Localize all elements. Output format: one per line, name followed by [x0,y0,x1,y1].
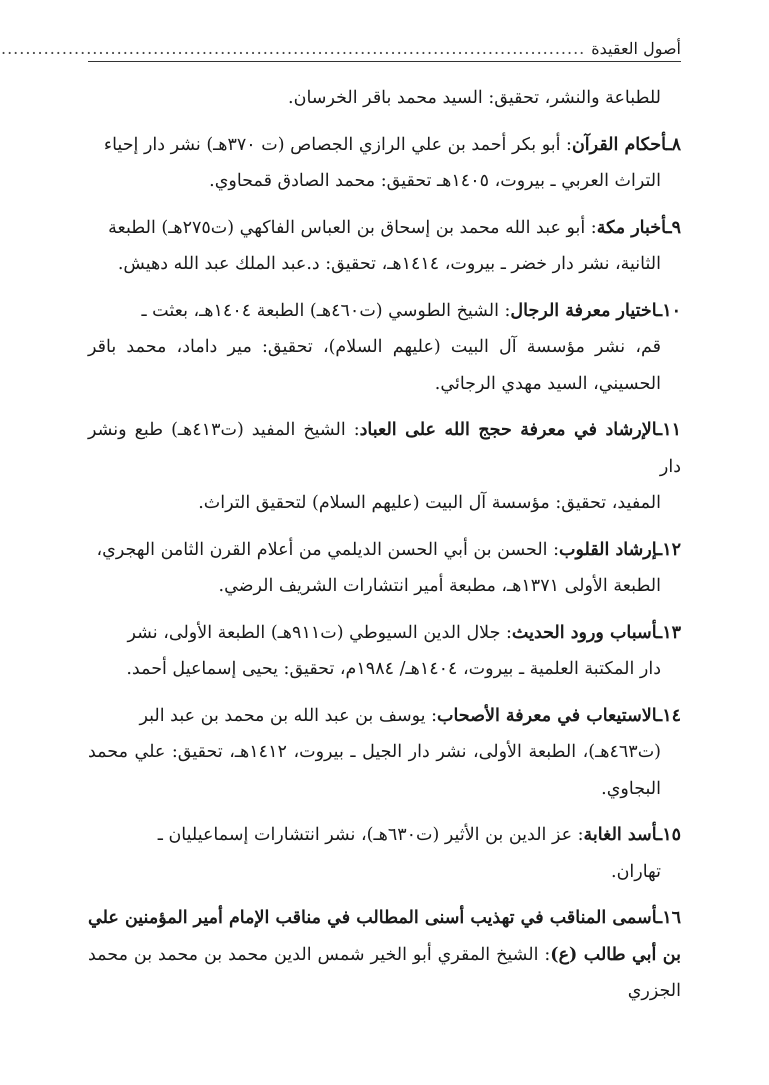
entry-details: : الشيخ الطوسي (ت٤٦٠هـ) الطبعة ١٤٠٤هـ، بعثت ـ [141,300,511,321]
entry-details: : جلال الدين السيوطي (ت٩١١هـ) الطبعة الأولى، نشر [127,622,512,643]
entry-details-continued: قم، نشر مؤسسة آل البيت (عليهم السلام)، تحقيق: مير داماد، محمد باقر الحسيني، السيد مهدي الرجائي. [88,337,661,394]
entry-number: ١٠ـ [657,300,681,321]
entry-details: : يوسف بن عبد الله بن محمد بن عبد البر [139,705,437,726]
bibliography-list [88,80,681,1020]
entry-details: : الحسن بن أبي الحسن الديلمي من أعلام القرن الثامن الهجري، [96,539,560,560]
bibliography-entry-8 [88,127,681,200]
entry-details-continued: تهاران. [611,861,661,882]
entry-number: ١٤ـ [657,705,681,726]
header-leader-dots: ................................................................................................ [1,39,586,58]
running-title: أصول العقيدة [591,39,681,58]
entry-number: ١٦ـ [657,908,681,928]
entry-number: ١١ـ [657,420,681,440]
entry-details-continued: الطبعة الأولى ١٣٧١هـ، مطبعة أمير انتشارات الشريف الرضي. [218,576,661,596]
continued-entry-text: للطباعة والنشر، تحقيق: السيد محمد باقر الخرسان. [288,88,661,108]
entry-title: إرشاد القلوب [559,539,658,560]
entry-details: : الشيخ المفيد (ت٤١٣هـ) طبع ونشر دار [88,420,681,477]
entry-title: الاستيعاب في معرفة الأصحاب [437,705,658,726]
entry-number: ٩ـ [666,217,681,238]
bibliography-entry-10 [88,293,681,403]
bibliography-entry-11 [88,412,681,522]
entry-number: ١٥ـ [657,825,681,845]
entry-number: ٨ـ [666,134,681,155]
bibliography-entry-16 [88,900,681,1010]
bibliography-entry-14 [88,698,681,808]
entry-title: اختيار معرفة الرجال [510,300,658,321]
entry-details-continued: (ت٤٦٣هـ)، الطبعة الأولى، نشر دار الجيل ـ بيروت، ١٤١٢هـ، تحقيق: علي محمد البجاوي. [88,742,662,799]
entry-title: أخبار مكة [596,217,667,238]
entry-title: الإرشاد في معرفة حجج الله على العباد [359,420,658,440]
entry-details: : عز الدين بن الأثير (ت٦٣٠هـ)، نشر انتشارات إسماعيليان ـ [157,825,584,845]
running-header [1,34,681,62]
entry-details-continued: التراث العربي ـ بيروت، ١٤٠٥هـ تحقيق: محمد الصادق قمحاوي. [209,171,661,191]
bibliography-entry-15 [88,817,681,890]
entry-number: ١٣ـ [657,622,681,643]
entry-title: أسمى المناقب في تهذيب أسنى المطالب في مناقب الإمام أمير المؤمنين علي بن أبي طالب (ع) [88,908,681,965]
entry-details-continued: الثانية، نشر دار خضر ـ بيروت، ١٤١٤هـ، تحقيق: د.عبد الملك عبد الله دهيش. [117,254,661,274]
entry-title: أسد الغابة [583,825,658,845]
entry-details: : الشيخ المقري أبو الخير شمس الدين محمد بن محمد بن محمد الجزري [88,944,681,1001]
entry-title: أسباب ورود الحديث [511,622,658,643]
entry-number: ١٢ـ [657,539,681,560]
bibliography-entry-13 [88,615,681,688]
entry-details: : أبو بكر أحمد بن علي الرازي الجصاص (ت ٣٧٠هـ) نشر دار إحياء [103,134,572,155]
bibliography-entry-12 [88,532,681,605]
entry-title: أحكام القرآن [571,134,667,155]
entry-details: : أبو عبد الله محمد بن إسحاق بن العباس الفاكهي (ت٢٧٥هـ) الطبعة [108,217,597,238]
bibliography-entry-9 [88,210,681,283]
entry-details-continued: دار المكتبة العلمية ـ بيروت، ١٤٠٤هـ/ ١٩٨٤م، تحقيق: يحيى إسماعيل أحمد. [126,659,661,679]
entry-details-continued: المفيد، تحقيق: مؤسسة آل البيت (عليهم السلام) لتحقيق التراث. [198,493,661,513]
